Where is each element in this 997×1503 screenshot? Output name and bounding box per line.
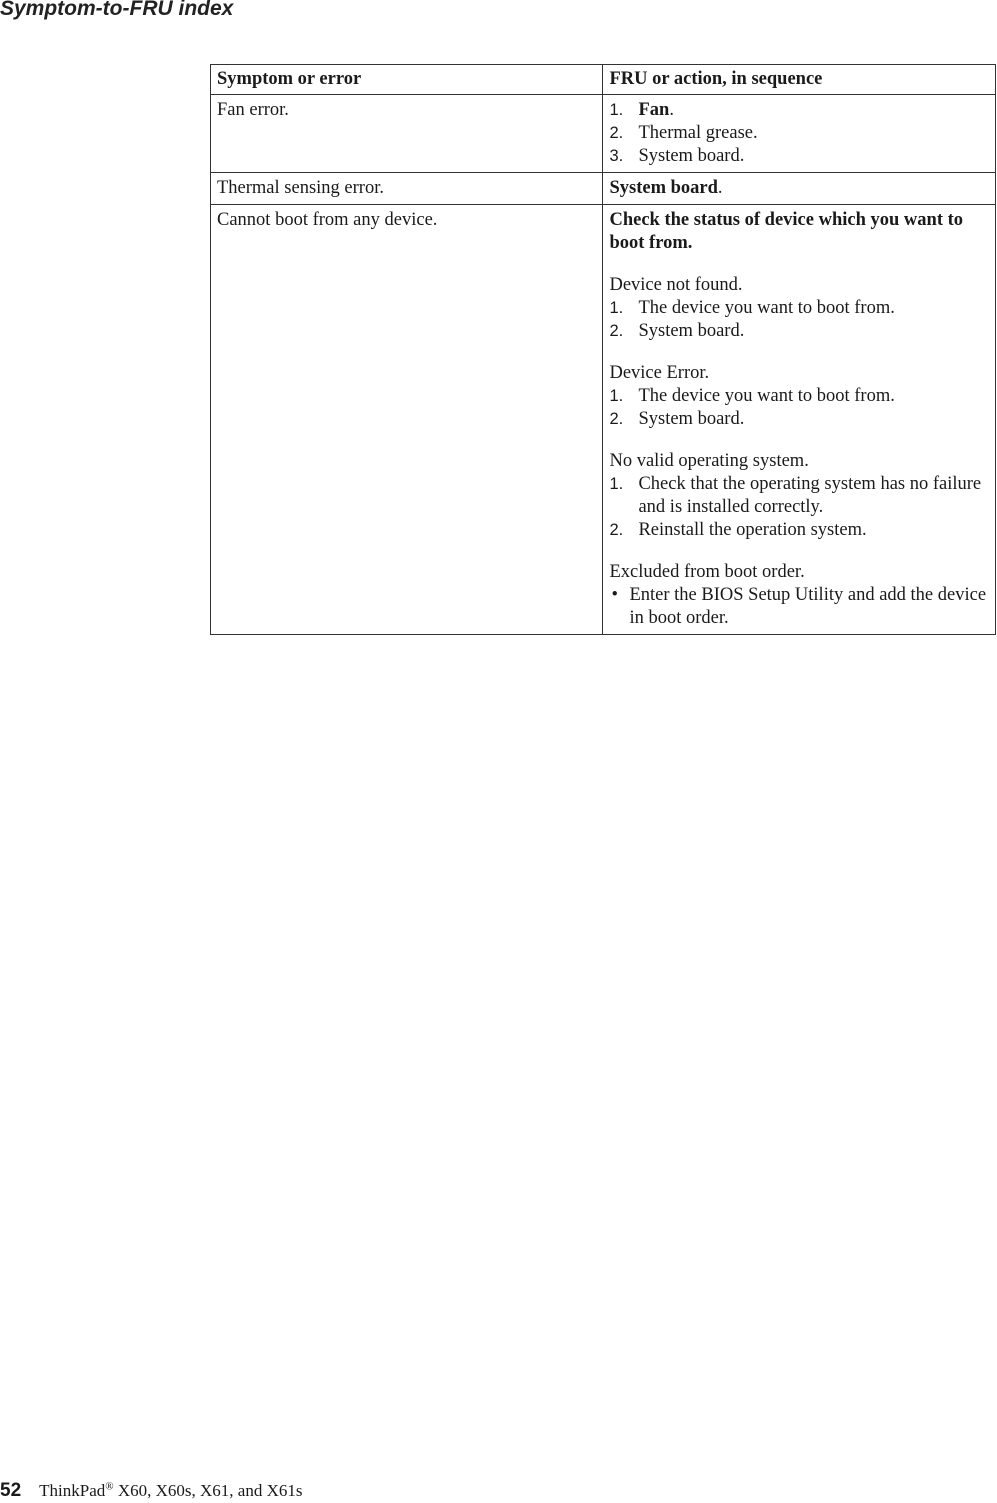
action-steps <box>609 473 989 542</box>
step-number: 3. <box>609 147 624 165</box>
table-header-row <box>211 65 996 95</box>
step-number: 2. <box>609 521 624 539</box>
group-title: Device Error. <box>609 363 710 383</box>
action-group-no-valid-os <box>609 450 989 542</box>
action-bold-text: System board <box>609 178 718 198</box>
action-step <box>609 408 989 431</box>
step-number: 1. <box>609 101 624 119</box>
action-bullets <box>609 584 989 630</box>
column-header-symptom: Symptom or error <box>211 65 603 95</box>
footer-product: ThinkPad <box>39 1481 106 1500</box>
page-number: 52 <box>0 1480 22 1501</box>
step-text: Thermal grease. <box>638 123 758 143</box>
step-text: The device you want to boot from. <box>638 298 895 318</box>
step-text: System board. <box>638 409 745 429</box>
group-title: Excluded from boot order. <box>609 562 805 582</box>
step-text: . <box>669 100 674 120</box>
step-bold-text: Fan <box>638 100 670 120</box>
bullet-text: Enter the BIOS Setup Utility and add the device in boot order. <box>629 585 987 628</box>
action-steps <box>609 297 989 343</box>
bullet-mark: • <box>611 585 618 605</box>
action-step <box>609 320 989 343</box>
symptom-cell: Thermal sensing error. <box>211 173 603 205</box>
action-step <box>609 99 989 122</box>
page-footer <box>0 1480 303 1502</box>
action-cell <box>603 205 996 635</box>
table-row <box>211 205 996 635</box>
symptom-fru-table <box>210 64 996 635</box>
step-number: 1. <box>609 475 624 493</box>
step-text: System board. <box>638 146 745 166</box>
step-number: 1. <box>609 387 624 405</box>
action-step <box>609 297 989 320</box>
action-group-excluded-boot-order <box>609 561 989 630</box>
footer-models: X60, X60s, X61, and X61s <box>113 1481 303 1500</box>
table-row <box>211 173 996 205</box>
step-text: Check that the operating system has no failure and is installed correctly. <box>638 474 982 517</box>
registered-mark: ® <box>105 1480 114 1493</box>
action-group-device-error <box>609 362 989 431</box>
action-step <box>609 473 989 519</box>
symptom-cell: Fan error. <box>211 95 603 173</box>
step-text: System board. <box>638 321 745 341</box>
action-text: . <box>717 178 723 198</box>
step-text: Reinstall the operation system. <box>638 520 867 540</box>
action-step <box>609 385 989 408</box>
running-head: Symptom-to-FRU index <box>0 0 234 20</box>
step-number: 2. <box>609 410 624 428</box>
step-number: 1. <box>609 299 624 317</box>
action-step <box>609 145 989 168</box>
action-lead: Check the status of device which you want to boot from. <box>609 210 964 253</box>
action-steps <box>609 385 989 431</box>
action-group-device-not-found <box>609 274 989 343</box>
action-steps <box>609 99 989 168</box>
action-step <box>609 122 989 145</box>
step-number: 2. <box>609 124 624 142</box>
action-bullet <box>609 584 989 630</box>
action-cell <box>603 173 996 205</box>
step-number: 2. <box>609 322 624 340</box>
column-header-fru-action: FRU or action, in sequence <box>603 65 996 95</box>
action-step <box>609 519 989 542</box>
step-text: The device you want to boot from. <box>638 386 895 406</box>
group-title: No valid operating system. <box>609 451 809 471</box>
group-title: Device not found. <box>609 275 743 295</box>
action-cell <box>603 95 996 173</box>
table-row <box>211 95 996 173</box>
symptom-cell: Cannot boot from any device. <box>211 205 603 635</box>
